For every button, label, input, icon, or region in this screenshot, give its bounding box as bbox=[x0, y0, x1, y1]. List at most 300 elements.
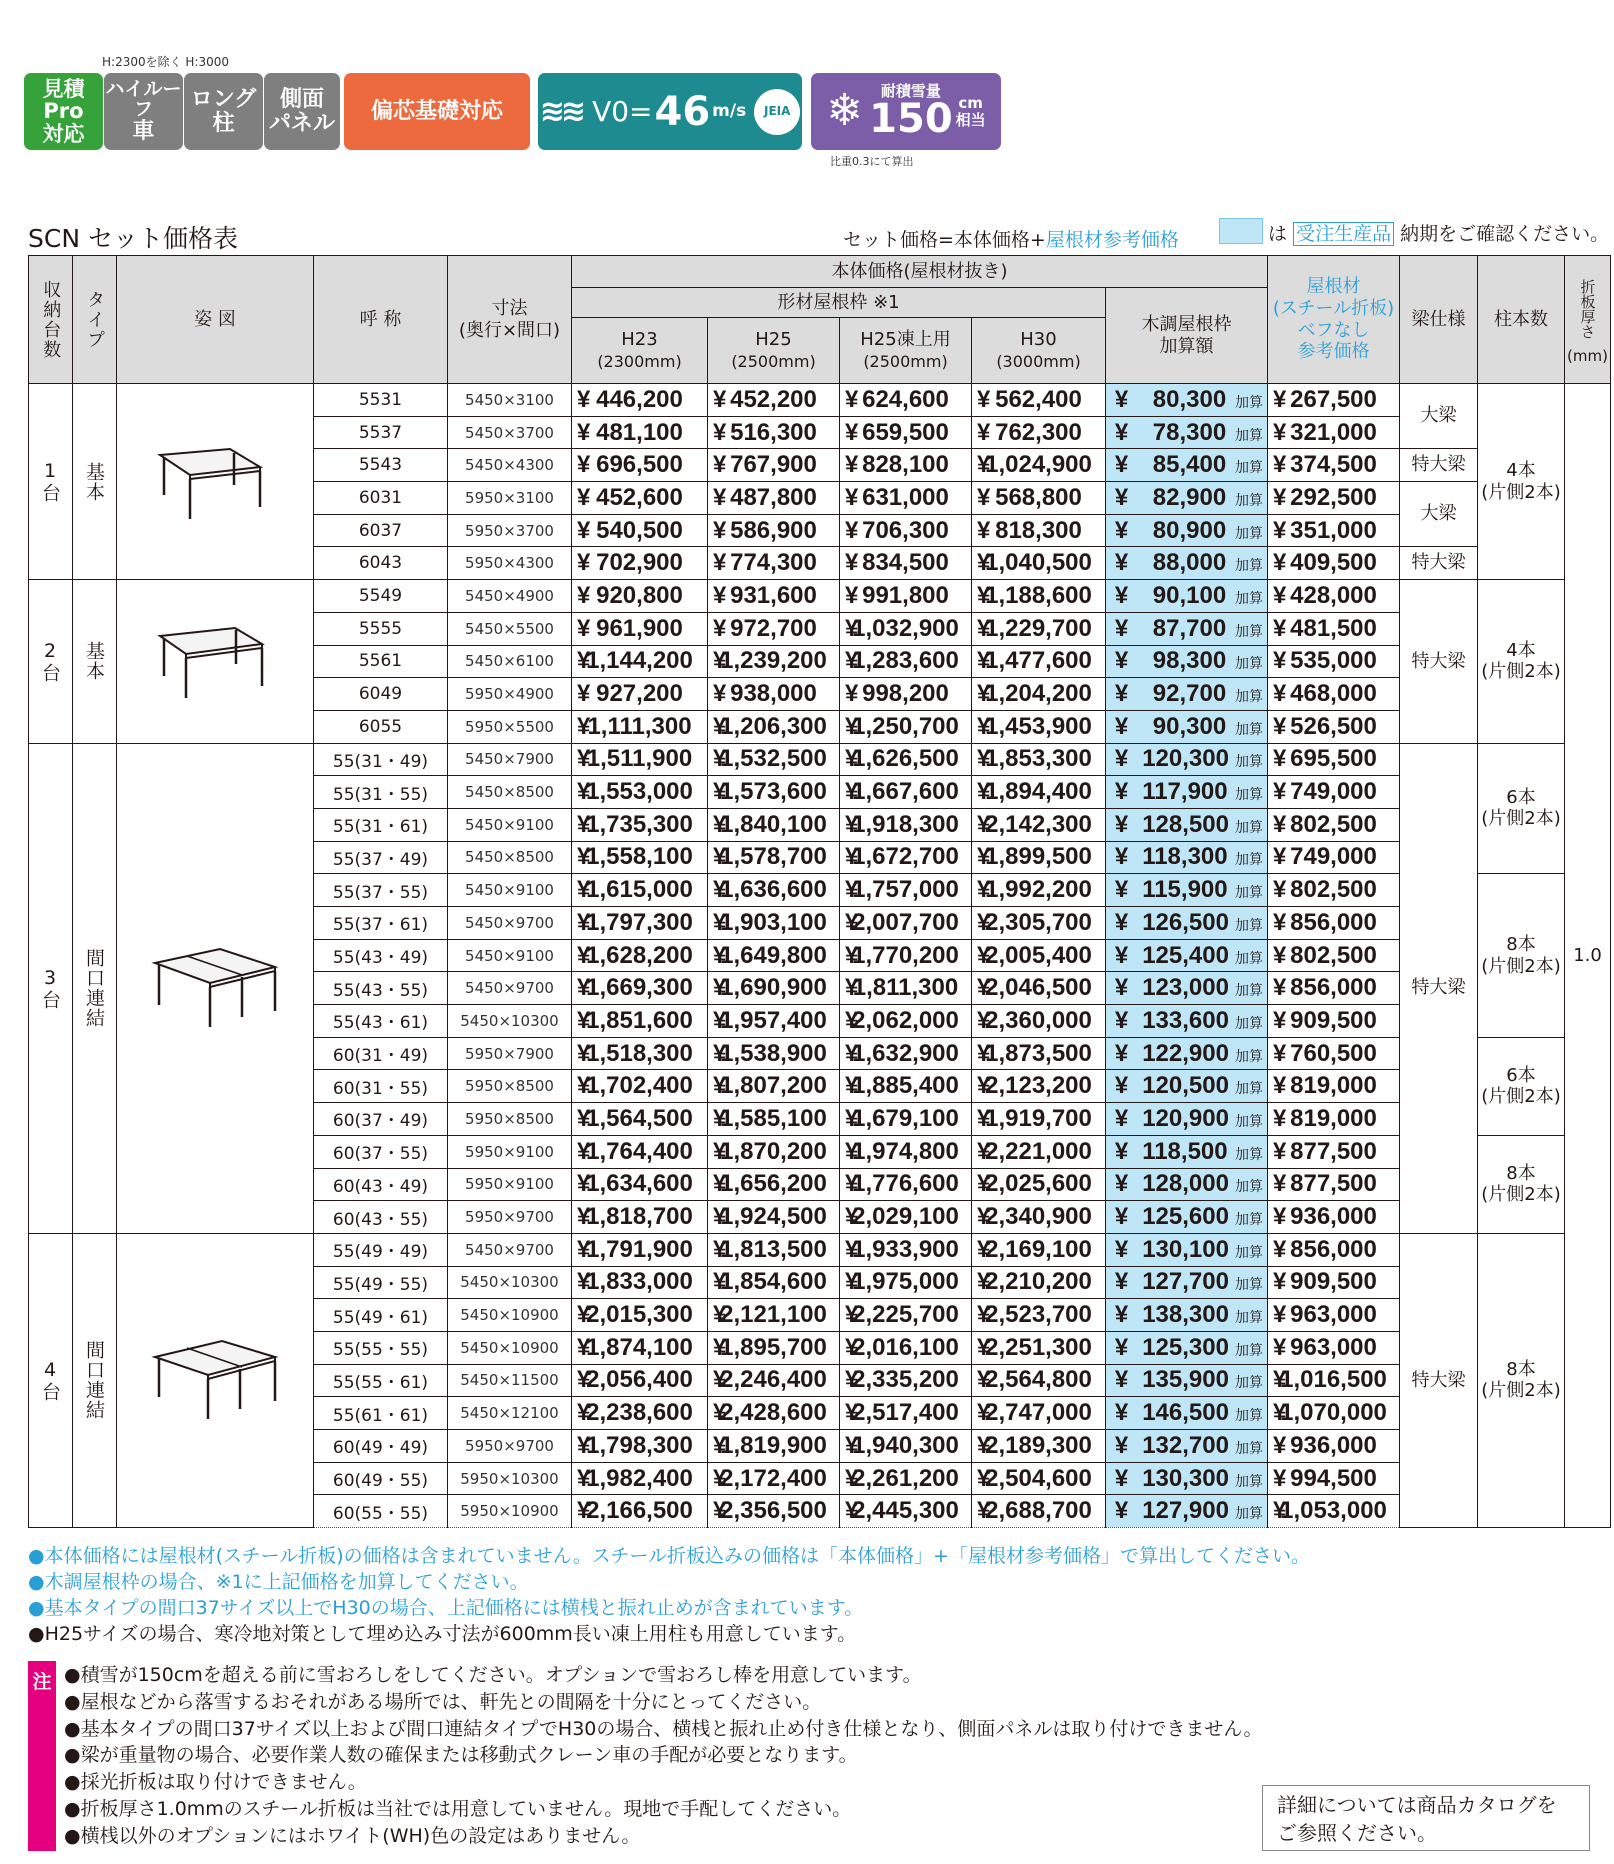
price-h25-cell: ¥ 2,172,400 bbox=[708, 1462, 840, 1495]
model-name-cell: 55(31・49) bbox=[314, 743, 448, 776]
price-h25-frost-cell: ¥ 2,335,200 bbox=[840, 1364, 972, 1397]
price-h30-cell: ¥ 1,204,200 bbox=[972, 678, 1106, 711]
price-h25-frost-cell: ¥ 2,261,200 bbox=[840, 1462, 972, 1495]
wood-frame-add-cell: ¥ 125,400 加算 bbox=[1106, 939, 1268, 972]
dimension-cell: 5950×9700 bbox=[448, 1430, 572, 1463]
model-name-cell: 55(37・49) bbox=[314, 841, 448, 874]
wood-frame-add-cell: ¥ 80,300 加算 bbox=[1106, 384, 1268, 417]
roof-material-price-cell: ¥ 936,000 bbox=[1268, 1201, 1400, 1234]
wood-frame-add-cell: ¥ 135,900 加算 bbox=[1106, 1364, 1268, 1397]
price-h30-cell: ¥ 2,142,300 bbox=[972, 808, 1106, 841]
price-h23-cell: ¥ 1,669,300 bbox=[572, 972, 708, 1005]
model-name-cell: 5561 bbox=[314, 645, 448, 678]
price-h30-cell: ¥ 1,919,700 bbox=[972, 1103, 1106, 1136]
snowflake-icon: ❄ bbox=[826, 85, 864, 137]
storage-count-cell: 3台 bbox=[29, 743, 73, 1233]
price-h25-frost-cell: ¥ 2,445,300 bbox=[840, 1495, 972, 1528]
caution-label: 注 bbox=[28, 1661, 56, 1851]
post-count-cell: 8本 (片側2本) bbox=[1478, 1233, 1565, 1527]
roof-material-price-cell: ¥ 428,000 bbox=[1268, 580, 1400, 613]
wood-frame-add-cell: ¥ 123,000 加算 bbox=[1106, 972, 1268, 1005]
dimension-cell: 5950×9100 bbox=[448, 1168, 572, 1201]
header-h25-frost: H25凍上用 (2500mm) bbox=[840, 318, 972, 384]
dimension-cell: 5450×9100 bbox=[448, 808, 572, 841]
wood-frame-add-cell: ¥ 90,300 加算 bbox=[1106, 710, 1268, 743]
wood-frame-add-cell: ¥ 146,500 加算 bbox=[1106, 1397, 1268, 1430]
dimension-cell: 5450×10900 bbox=[448, 1299, 572, 1332]
price-h25-frost-cell: ¥ 2,007,700 bbox=[840, 907, 972, 940]
price-h25-frost-cell: ¥ 1,667,600 bbox=[840, 776, 972, 809]
price-h25-cell: ¥ 774,300 bbox=[708, 547, 840, 580]
caution-list: ●積雪が150cmを超える前に雪おろしをしてください。オプションで雪おろし棒を用意しています。 ●屋根などから落雪するおそれがある場所では、軒先との間隔を十分にとってください。 ●基本タイプの間口37サイズ以上および間口連結タイプでH30の場合、横桟と振れ止め付き仕様となり、側面パネルは取り付けできません。 ●梁が重量物の場合、必要作業人数の確保または移動式クレーン車の手配が必要となります。 ●採光折板は取り付けできません。 ●折板厚さ1.0mmのスチール折板は当社では用意していません。現地で手配してください。 ●横桟以外のオプションにはホワイト(WH)色の設定はありません。 bbox=[64, 1664, 1263, 1847]
dimension-cell: 5950×3700 bbox=[448, 514, 572, 547]
price-h25-cell: ¥ 1,957,400 bbox=[708, 1005, 840, 1038]
roof-material-price-cell: ¥ 351,000 bbox=[1268, 514, 1400, 547]
dimension-cell: 5450×8500 bbox=[448, 841, 572, 874]
header-type: タイプ bbox=[73, 256, 117, 384]
table-row bbox=[29, 580, 1611, 613]
roof-material-price-cell: ¥ 321,000 bbox=[1268, 416, 1400, 449]
wood-frame-add-cell: ¥ 90,100 加算 bbox=[1106, 580, 1268, 613]
price-h23-cell: ¥ 702,900 bbox=[572, 547, 708, 580]
table-row bbox=[29, 743, 1611, 776]
price-h30-cell: ¥ 1,024,900 bbox=[972, 449, 1106, 482]
wood-frame-add-cell: ¥ 130,300 加算 bbox=[1106, 1462, 1268, 1495]
price-h30-cell: ¥ 2,189,300 bbox=[972, 1430, 1106, 1463]
price-h25-frost-cell: ¥ 998,200 bbox=[840, 678, 972, 711]
carport-figure bbox=[117, 384, 314, 580]
model-name-cell: 60(37・49) bbox=[314, 1103, 448, 1136]
roof-material-price-cell: ¥ 535,000 bbox=[1268, 645, 1400, 678]
type-cell: 間口連結 bbox=[73, 1233, 117, 1527]
price-h30-cell: ¥ 2,523,700 bbox=[972, 1299, 1106, 1332]
price-h25-frost-cell: ¥ 2,517,400 bbox=[840, 1397, 972, 1430]
price-h23-cell: ¥ 920,800 bbox=[572, 580, 708, 613]
dimension-cell: 5950×10300 bbox=[448, 1462, 572, 1495]
price-h25-frost-cell: ¥ 2,029,100 bbox=[840, 1201, 972, 1234]
model-name-cell: 60(55・55) bbox=[314, 1495, 448, 1528]
price-h25-frost-cell: ¥ 1,032,900 bbox=[840, 612, 972, 645]
post-count-cell: 8本 (片側2本) bbox=[1478, 874, 1565, 1037]
wood-frame-add-cell: ¥ 82,900 加算 bbox=[1106, 482, 1268, 515]
price-h25-cell: ¥ 1,895,700 bbox=[708, 1331, 840, 1364]
model-name-cell: 6037 bbox=[314, 514, 448, 547]
wind-icon: ≋≋ bbox=[539, 93, 583, 129]
price-h23-cell: ¥ 1,874,100 bbox=[572, 1331, 708, 1364]
price-h23-cell: ¥ 1,791,900 bbox=[572, 1233, 708, 1266]
header-h30: H30 (3000mm) bbox=[972, 318, 1106, 384]
price-h25-frost-cell: ¥ 1,975,000 bbox=[840, 1266, 972, 1299]
model-name-cell: 6049 bbox=[314, 678, 448, 711]
price-h25-cell: ¥ 1,206,300 bbox=[708, 710, 840, 743]
model-name-cell: 55(43・49) bbox=[314, 939, 448, 972]
model-name-cell: 55(61・61) bbox=[314, 1397, 448, 1430]
wood-frame-add-cell: ¥ 127,900 加算 bbox=[1106, 1495, 1268, 1528]
price-h25-frost-cell: ¥ 991,800 bbox=[840, 580, 972, 613]
price-h25-cell: ¥ 1,636,600 bbox=[708, 874, 840, 907]
price-h23-cell: ¥ 1,511,900 bbox=[572, 743, 708, 776]
header-beam: 梁仕様 bbox=[1400, 256, 1478, 384]
price-h25-frost-cell: ¥ 624,600 bbox=[840, 384, 972, 417]
roof-material-price-cell: ¥ 481,500 bbox=[1268, 612, 1400, 645]
price-h25-cell: ¥ 1,532,500 bbox=[708, 743, 840, 776]
dimension-cell: 5450×9100 bbox=[448, 874, 572, 907]
price-h23-cell: ¥ 2,166,500 bbox=[572, 1495, 708, 1528]
roof-material-price-cell: ¥ 936,000 bbox=[1268, 1430, 1400, 1463]
price-h25-frost-cell: ¥ 2,016,100 bbox=[840, 1331, 972, 1364]
price-h25-cell: ¥ 1,813,500 bbox=[708, 1233, 840, 1266]
wood-frame-add-cell: ¥ 92,700 加算 bbox=[1106, 678, 1268, 711]
roof-material-price-cell: ¥ 1,016,500 bbox=[1268, 1364, 1400, 1397]
model-name-cell: 55(49・61) bbox=[314, 1299, 448, 1332]
roof-material-price-cell: ¥ 994,500 bbox=[1268, 1462, 1400, 1495]
price-h25-frost-cell: ¥ 834,500 bbox=[840, 547, 972, 580]
dimension-cell: 5950×8500 bbox=[448, 1070, 572, 1103]
price-h25-cell: ¥ 938,000 bbox=[708, 678, 840, 711]
wood-frame-add-cell: ¥ 85,400 加算 bbox=[1106, 449, 1268, 482]
price-h25-frost-cell: ¥ 659,500 bbox=[840, 416, 972, 449]
model-name-cell: 5537 bbox=[314, 416, 448, 449]
table-row bbox=[29, 384, 1611, 417]
panel-thickness-cell: 1.0 bbox=[1565, 384, 1611, 1528]
model-name-cell: 5555 bbox=[314, 612, 448, 645]
price-h23-cell: ¥ 1,833,000 bbox=[572, 1266, 708, 1299]
post-count-cell: 6本 (片側2本) bbox=[1478, 1037, 1565, 1135]
roof-material-price-cell: ¥ 819,000 bbox=[1268, 1103, 1400, 1136]
beam-spec-cell: 特大梁 bbox=[1400, 1233, 1478, 1527]
model-name-cell: 6031 bbox=[314, 482, 448, 515]
wood-frame-add-cell: ¥ 126,500 加算 bbox=[1106, 907, 1268, 940]
beam-spec-cell: 特大梁 bbox=[1400, 580, 1478, 743]
dimension-cell: 5950×8500 bbox=[448, 1103, 572, 1136]
roof-material-price-cell: ¥ 267,500 bbox=[1268, 384, 1400, 417]
eccentric-foundation-badge: 偏芯基礎対応 bbox=[344, 73, 530, 150]
price-h30-cell: ¥ 1,453,900 bbox=[972, 710, 1106, 743]
dimension-cell: 5450×7900 bbox=[448, 743, 572, 776]
roof-material-price-cell: ¥ 856,000 bbox=[1268, 1233, 1400, 1266]
price-h23-cell: ¥ 1,518,300 bbox=[572, 1037, 708, 1070]
wood-frame-add-cell: ¥ 132,700 加算 bbox=[1106, 1430, 1268, 1463]
post-count-cell: 8本 (片側2本) bbox=[1478, 1135, 1565, 1233]
model-name-cell: 55(55・55) bbox=[314, 1331, 448, 1364]
price-h25-cell: ¥ 1,239,200 bbox=[708, 645, 840, 678]
price-h30-cell: ¥ 2,305,700 bbox=[972, 907, 1106, 940]
price-h30-cell: ¥ 2,340,900 bbox=[972, 1201, 1106, 1234]
price-h25-frost-cell: ¥ 1,770,200 bbox=[840, 939, 972, 972]
catalog-reference-box: 詳細については商品カタログを ご参照ください。 bbox=[1262, 1785, 1590, 1851]
table-title: SCN セット価格表 bbox=[28, 224, 238, 253]
dimension-cell: 5450×9700 bbox=[448, 907, 572, 940]
model-name-cell: 55(49・49) bbox=[314, 1233, 448, 1266]
wood-frame-add-cell: ¥ 88,000 加算 bbox=[1106, 547, 1268, 580]
price-h23-cell: ¥ 1,798,300 bbox=[572, 1430, 708, 1463]
wood-frame-add-cell: ¥ 118,500 加算 bbox=[1106, 1135, 1268, 1168]
price-h23-cell: ¥ 1,634,600 bbox=[572, 1168, 708, 1201]
price-h25-frost-cell: ¥ 1,933,900 bbox=[840, 1233, 972, 1266]
model-name-cell: 60(31・49) bbox=[314, 1037, 448, 1070]
price-h23-cell: ¥ 1,558,100 bbox=[572, 841, 708, 874]
roof-material-price-cell: ¥ 856,000 bbox=[1268, 907, 1400, 940]
price-h25-cell: ¥ 2,428,600 bbox=[708, 1397, 840, 1430]
model-name-cell: 55(31・55) bbox=[314, 776, 448, 809]
price-h30-cell: ¥ 2,046,500 bbox=[972, 972, 1106, 1005]
header-h25: H25 (2500mm) bbox=[708, 318, 840, 384]
price-h25-frost-cell: ¥ 1,757,000 bbox=[840, 874, 972, 907]
price-h25-frost-cell: ¥ 1,918,300 bbox=[840, 808, 972, 841]
price-h25-cell: ¥ 1,578,700 bbox=[708, 841, 840, 874]
price-h25-frost-cell: ¥ 828,100 bbox=[840, 449, 972, 482]
header-wood: 木調屋根枠 加算額 bbox=[1106, 288, 1268, 384]
dimension-cell: 5950×5500 bbox=[448, 710, 572, 743]
price-h30-cell: ¥ 2,169,100 bbox=[972, 1233, 1106, 1266]
roof-material-price-cell: ¥ 802,500 bbox=[1268, 939, 1400, 972]
type-cell: 基本 bbox=[73, 580, 117, 743]
price-h25-cell: ¥ 1,649,800 bbox=[708, 939, 840, 972]
roof-material-price-cell: ¥ 877,500 bbox=[1268, 1135, 1400, 1168]
price-h23-cell: ¥ 1,818,700 bbox=[572, 1201, 708, 1234]
model-name-cell: 60(37・55) bbox=[314, 1135, 448, 1168]
beam-spec-cell: 特大梁 bbox=[1400, 743, 1478, 1233]
wood-frame-add-cell: ¥ 98,300 加算 bbox=[1106, 645, 1268, 678]
carport-figure-icon bbox=[150, 435, 280, 525]
header-name: 呼 称 bbox=[314, 256, 448, 384]
price-h25-frost-cell: ¥ 1,776,600 bbox=[840, 1168, 972, 1201]
roof-material-price-cell: ¥ 1,053,000 bbox=[1268, 1495, 1400, 1528]
type-cell: 間口連結 bbox=[73, 743, 117, 1233]
price-h30-cell: ¥ 2,221,000 bbox=[972, 1135, 1106, 1168]
roof-material-price-cell: ¥ 695,500 bbox=[1268, 743, 1400, 776]
price-h30-cell: ¥ 2,504,600 bbox=[972, 1462, 1106, 1495]
snow-note: 比重0.3にて算出 bbox=[830, 155, 914, 168]
price-formula: セット価格=本体価格+屋根材参考価格 bbox=[843, 229, 1179, 251]
roof-material-price-cell: ¥ 909,500 bbox=[1268, 1005, 1400, 1038]
price-h30-cell: ¥ 2,123,200 bbox=[972, 1070, 1106, 1103]
dimension-cell: 5450×12100 bbox=[448, 1397, 572, 1430]
price-h23-cell: ¥ 446,200 bbox=[572, 384, 708, 417]
price-h25-frost-cell: ¥ 2,225,700 bbox=[840, 1299, 972, 1332]
model-name-cell: 5543 bbox=[314, 449, 448, 482]
roof-material-price-cell: ¥ 749,000 bbox=[1268, 841, 1400, 874]
dimension-cell: 5450×9100 bbox=[448, 939, 572, 972]
wood-frame-add-cell: ¥ 120,900 加算 bbox=[1106, 1103, 1268, 1136]
dimension-cell: 5450×4900 bbox=[448, 580, 572, 613]
model-name-cell: 55(43・55) bbox=[314, 972, 448, 1005]
header-figure: 姿 図 bbox=[117, 256, 314, 384]
price-h25-frost-cell: ¥ 1,672,700 bbox=[840, 841, 972, 874]
price-h30-cell: ¥ 2,688,700 bbox=[972, 1495, 1106, 1528]
storage-count-cell: 1台 bbox=[29, 384, 73, 580]
wood-frame-add-cell: ¥ 122,900 加算 bbox=[1106, 1037, 1268, 1070]
price-h30-cell: ¥ 568,800 bbox=[972, 482, 1106, 515]
wood-frame-add-cell: ¥ 87,700 加算 bbox=[1106, 612, 1268, 645]
roof-material-price-cell: ¥ 526,500 bbox=[1268, 710, 1400, 743]
beam-spec-cell: 大梁 bbox=[1400, 482, 1478, 547]
roof-material-price-cell: ¥ 1,070,000 bbox=[1268, 1397, 1400, 1430]
price-h25-cell: ¥ 1,840,100 bbox=[708, 808, 840, 841]
price-h23-cell: ¥ 540,500 bbox=[572, 514, 708, 547]
price-h23-cell: ¥ 1,851,600 bbox=[572, 1005, 708, 1038]
dimension-cell: 5450×5500 bbox=[448, 612, 572, 645]
price-h23-cell: ¥ 961,900 bbox=[572, 612, 708, 645]
price-h25-cell: ¥ 1,585,100 bbox=[708, 1103, 840, 1136]
price-h23-cell: ¥ 481,100 bbox=[572, 416, 708, 449]
dimension-cell: 5450×8500 bbox=[448, 776, 572, 809]
dimension-cell: 5450×10300 bbox=[448, 1005, 572, 1038]
model-name-cell: 60(31・55) bbox=[314, 1070, 448, 1103]
roof-material-price-cell: ¥ 760,500 bbox=[1268, 1037, 1400, 1070]
price-h23-cell: ¥ 2,015,300 bbox=[572, 1299, 708, 1332]
price-h25-frost-cell: ¥ 2,062,000 bbox=[840, 1005, 972, 1038]
wood-frame-add-cell: ¥ 80,900 加算 bbox=[1106, 514, 1268, 547]
price-h25-cell: ¥ 767,900 bbox=[708, 449, 840, 482]
price-h25-cell: ¥ 931,600 bbox=[708, 580, 840, 613]
price-h30-cell: ¥ 2,210,200 bbox=[972, 1266, 1106, 1299]
price-h30-cell: ¥ 2,564,800 bbox=[972, 1364, 1106, 1397]
model-name-cell: 55(49・55) bbox=[314, 1266, 448, 1299]
model-name-cell: 55(43・61) bbox=[314, 1005, 448, 1038]
legend-text: は 受注生産品 納期をご確認ください。 bbox=[1268, 223, 1610, 245]
price-table bbox=[28, 255, 1611, 1528]
dimension-cell: 5450×9700 bbox=[448, 972, 572, 1005]
price-h25-cell: ¥ 1,924,500 bbox=[708, 1201, 840, 1234]
mitsumori-pro-badge: 見積Pro 対応 bbox=[24, 73, 103, 150]
roof-material-price-cell: ¥ 749,000 bbox=[1268, 776, 1400, 809]
type-cell: 基本 bbox=[73, 384, 117, 580]
wood-frame-add-cell: ¥ 115,900 加算 bbox=[1106, 874, 1268, 907]
price-h25-cell: ¥ 2,356,500 bbox=[708, 1495, 840, 1528]
dimension-cell: 5450×3100 bbox=[448, 384, 572, 417]
dimension-cell: 5950×7900 bbox=[448, 1037, 572, 1070]
carport-figure-icon bbox=[150, 941, 280, 1031]
price-h23-cell: ¥ 1,144,200 bbox=[572, 645, 708, 678]
model-name-cell: 55(37・61) bbox=[314, 907, 448, 940]
price-h25-cell: ¥ 1,870,200 bbox=[708, 1135, 840, 1168]
wood-frame-add-cell: ¥ 138,300 加算 bbox=[1106, 1299, 1268, 1332]
price-h30-cell: ¥ 1,899,500 bbox=[972, 841, 1106, 874]
dimension-cell: 5950×4300 bbox=[448, 547, 572, 580]
legend-swatch bbox=[1219, 218, 1263, 244]
wood-frame-add-cell: ¥ 78,300 加算 bbox=[1106, 416, 1268, 449]
price-h25-cell: ¥ 487,800 bbox=[708, 482, 840, 515]
notes: ●本体価格には屋根材(スチール折板)の価格は含まれていません。スチール折板込みの価格は「本体価格」+「屋根材参考価格」で算出してください。 ●木調屋根枠の場合、※1に上記価格を加算してください。 ●基本タイプの間口37サイズ以上でH30の場合、上記価格には横桟と振れ止めが含まれています。 ●H25サイズの場合、寒冷地対策として埋め込み寸法が600mm長い凍上用柱も用意しています。 bbox=[28, 1545, 1310, 1645]
dimension-cell: 5950×9100 bbox=[448, 1135, 572, 1168]
wood-frame-add-cell: ¥ 127,700 加算 bbox=[1106, 1266, 1268, 1299]
price-h25-frost-cell: ¥ 1,940,300 bbox=[840, 1430, 972, 1463]
roof-material-price-cell: ¥ 909,500 bbox=[1268, 1266, 1400, 1299]
price-h25-frost-cell: ¥ 1,250,700 bbox=[840, 710, 972, 743]
header-posts: 柱本数 bbox=[1478, 256, 1565, 384]
price-h25-frost-cell: ¥ 1,632,900 bbox=[840, 1037, 972, 1070]
header-roof-price: 屋根材 (スチール折板) ベフなし 参考価格 bbox=[1268, 256, 1400, 384]
price-h25-cell: ¥ 516,300 bbox=[708, 416, 840, 449]
dimension-cell: 5450×9700 bbox=[448, 1233, 572, 1266]
snow-badge: ❄ 耐積雪量 150 cm 相当 bbox=[811, 73, 1001, 150]
dimension-cell: 5950×4900 bbox=[448, 678, 572, 711]
model-name-cell: 6043 bbox=[314, 547, 448, 580]
price-h23-cell: ¥ 1,615,000 bbox=[572, 874, 708, 907]
price-h30-cell: ¥ 762,300 bbox=[972, 416, 1106, 449]
wood-frame-add-cell: ¥ 128,000 加算 bbox=[1106, 1168, 1268, 1201]
model-name-cell: 60(49・55) bbox=[314, 1462, 448, 1495]
price-h25-frost-cell: ¥ 1,283,600 bbox=[840, 645, 972, 678]
model-name-cell: 55(37・55) bbox=[314, 874, 448, 907]
model-name-cell: 60(49・49) bbox=[314, 1430, 448, 1463]
header-dimension: 寸法 (奥行×間口) bbox=[448, 256, 572, 384]
dimension-cell: 5450×4300 bbox=[448, 449, 572, 482]
price-h30-cell: ¥ 1,188,600 bbox=[972, 580, 1106, 613]
price-h23-cell: ¥ 2,056,400 bbox=[572, 1364, 708, 1397]
post-count-cell: 4本 (片側2本) bbox=[1478, 580, 1565, 743]
roof-material-price-cell: ¥ 963,000 bbox=[1268, 1299, 1400, 1332]
roof-material-price-cell: ¥ 468,000 bbox=[1268, 678, 1400, 711]
dimension-cell: 5450×10300 bbox=[448, 1266, 572, 1299]
price-h23-cell: ¥ 1,564,500 bbox=[572, 1103, 708, 1136]
price-h25-cell: ¥ 1,854,600 bbox=[708, 1266, 840, 1299]
price-h25-cell: ¥ 1,573,600 bbox=[708, 776, 840, 809]
dimension-cell: 5950×3100 bbox=[448, 482, 572, 515]
model-name-cell: 55(55・61) bbox=[314, 1364, 448, 1397]
header-count: 収納台数 bbox=[29, 256, 73, 384]
roof-material-price-cell: ¥ 963,000 bbox=[1268, 1331, 1400, 1364]
price-h25-cell: ¥ 1,538,900 bbox=[708, 1037, 840, 1070]
price-h25-cell: ¥ 1,690,900 bbox=[708, 972, 840, 1005]
price-h25-cell: ¥ 586,900 bbox=[708, 514, 840, 547]
high-roof-badge: ハイルーフ 車 bbox=[104, 73, 183, 150]
price-h23-cell: ¥ 1,982,400 bbox=[572, 1462, 708, 1495]
wood-frame-add-cell: ¥ 128,500 加算 bbox=[1106, 808, 1268, 841]
wind-badge: ≋≋ V0= 46 m/s JEIA bbox=[538, 73, 802, 150]
price-h23-cell: ¥ 1,111,300 bbox=[572, 710, 708, 743]
model-name-cell: 55(31・61) bbox=[314, 808, 448, 841]
wood-frame-add-cell: ¥ 120,300 加算 bbox=[1106, 743, 1268, 776]
header-frame: 形材屋根枠 ※1 bbox=[572, 288, 1106, 318]
wood-frame-add-cell: ¥ 125,300 加算 bbox=[1106, 1331, 1268, 1364]
carport-figure-icon bbox=[150, 1333, 280, 1423]
price-h23-cell: ¥ 696,500 bbox=[572, 449, 708, 482]
price-h30-cell: ¥ 2,251,300 bbox=[972, 1331, 1106, 1364]
model-name-cell: 6055 bbox=[314, 710, 448, 743]
price-h30-cell: ¥ 818,300 bbox=[972, 514, 1106, 547]
roof-material-price-cell: ¥ 802,500 bbox=[1268, 874, 1400, 907]
dimension-cell: 5950×9700 bbox=[448, 1201, 572, 1234]
price-h23-cell: ¥ 1,764,400 bbox=[572, 1135, 708, 1168]
storage-count-cell: 2台 bbox=[29, 580, 73, 743]
price-h23-cell: ¥ 1,735,300 bbox=[572, 808, 708, 841]
price-h30-cell: ¥ 2,747,000 bbox=[972, 1397, 1106, 1430]
wood-frame-add-cell: ¥ 117,900 加算 bbox=[1106, 776, 1268, 809]
carport-figure bbox=[117, 580, 314, 743]
price-h23-cell: ¥ 452,600 bbox=[572, 482, 708, 515]
price-h25-cell: ¥ 972,700 bbox=[708, 612, 840, 645]
wood-frame-add-cell: ¥ 125,600 加算 bbox=[1106, 1201, 1268, 1234]
price-h25-frost-cell: ¥ 1,974,800 bbox=[840, 1135, 972, 1168]
dimension-cell: 5450×6100 bbox=[448, 645, 572, 678]
jeia-logo-icon: JEIA bbox=[754, 89, 800, 135]
price-h23-cell: ¥ 1,628,200 bbox=[572, 939, 708, 972]
header-thickness: 折板厚さ (mm) bbox=[1565, 256, 1611, 384]
price-h23-cell: ¥ 1,797,300 bbox=[572, 907, 708, 940]
price-h25-frost-cell: ¥ 706,300 bbox=[840, 514, 972, 547]
long-post-badge: ロング 柱 bbox=[184, 73, 263, 150]
price-h30-cell: ¥ 2,025,600 bbox=[972, 1168, 1106, 1201]
price-h25-frost-cell: ¥ 1,626,500 bbox=[840, 743, 972, 776]
price-h30-cell: ¥ 1,992,200 bbox=[972, 874, 1106, 907]
price-h30-cell: ¥ 2,360,000 bbox=[972, 1005, 1106, 1038]
side-panel-badge: 側面 パネル bbox=[264, 73, 340, 150]
price-h25-cell: ¥ 2,121,100 bbox=[708, 1299, 840, 1332]
price-h23-cell: ¥ 927,200 bbox=[572, 678, 708, 711]
price-h25-cell: ¥ 452,200 bbox=[708, 384, 840, 417]
